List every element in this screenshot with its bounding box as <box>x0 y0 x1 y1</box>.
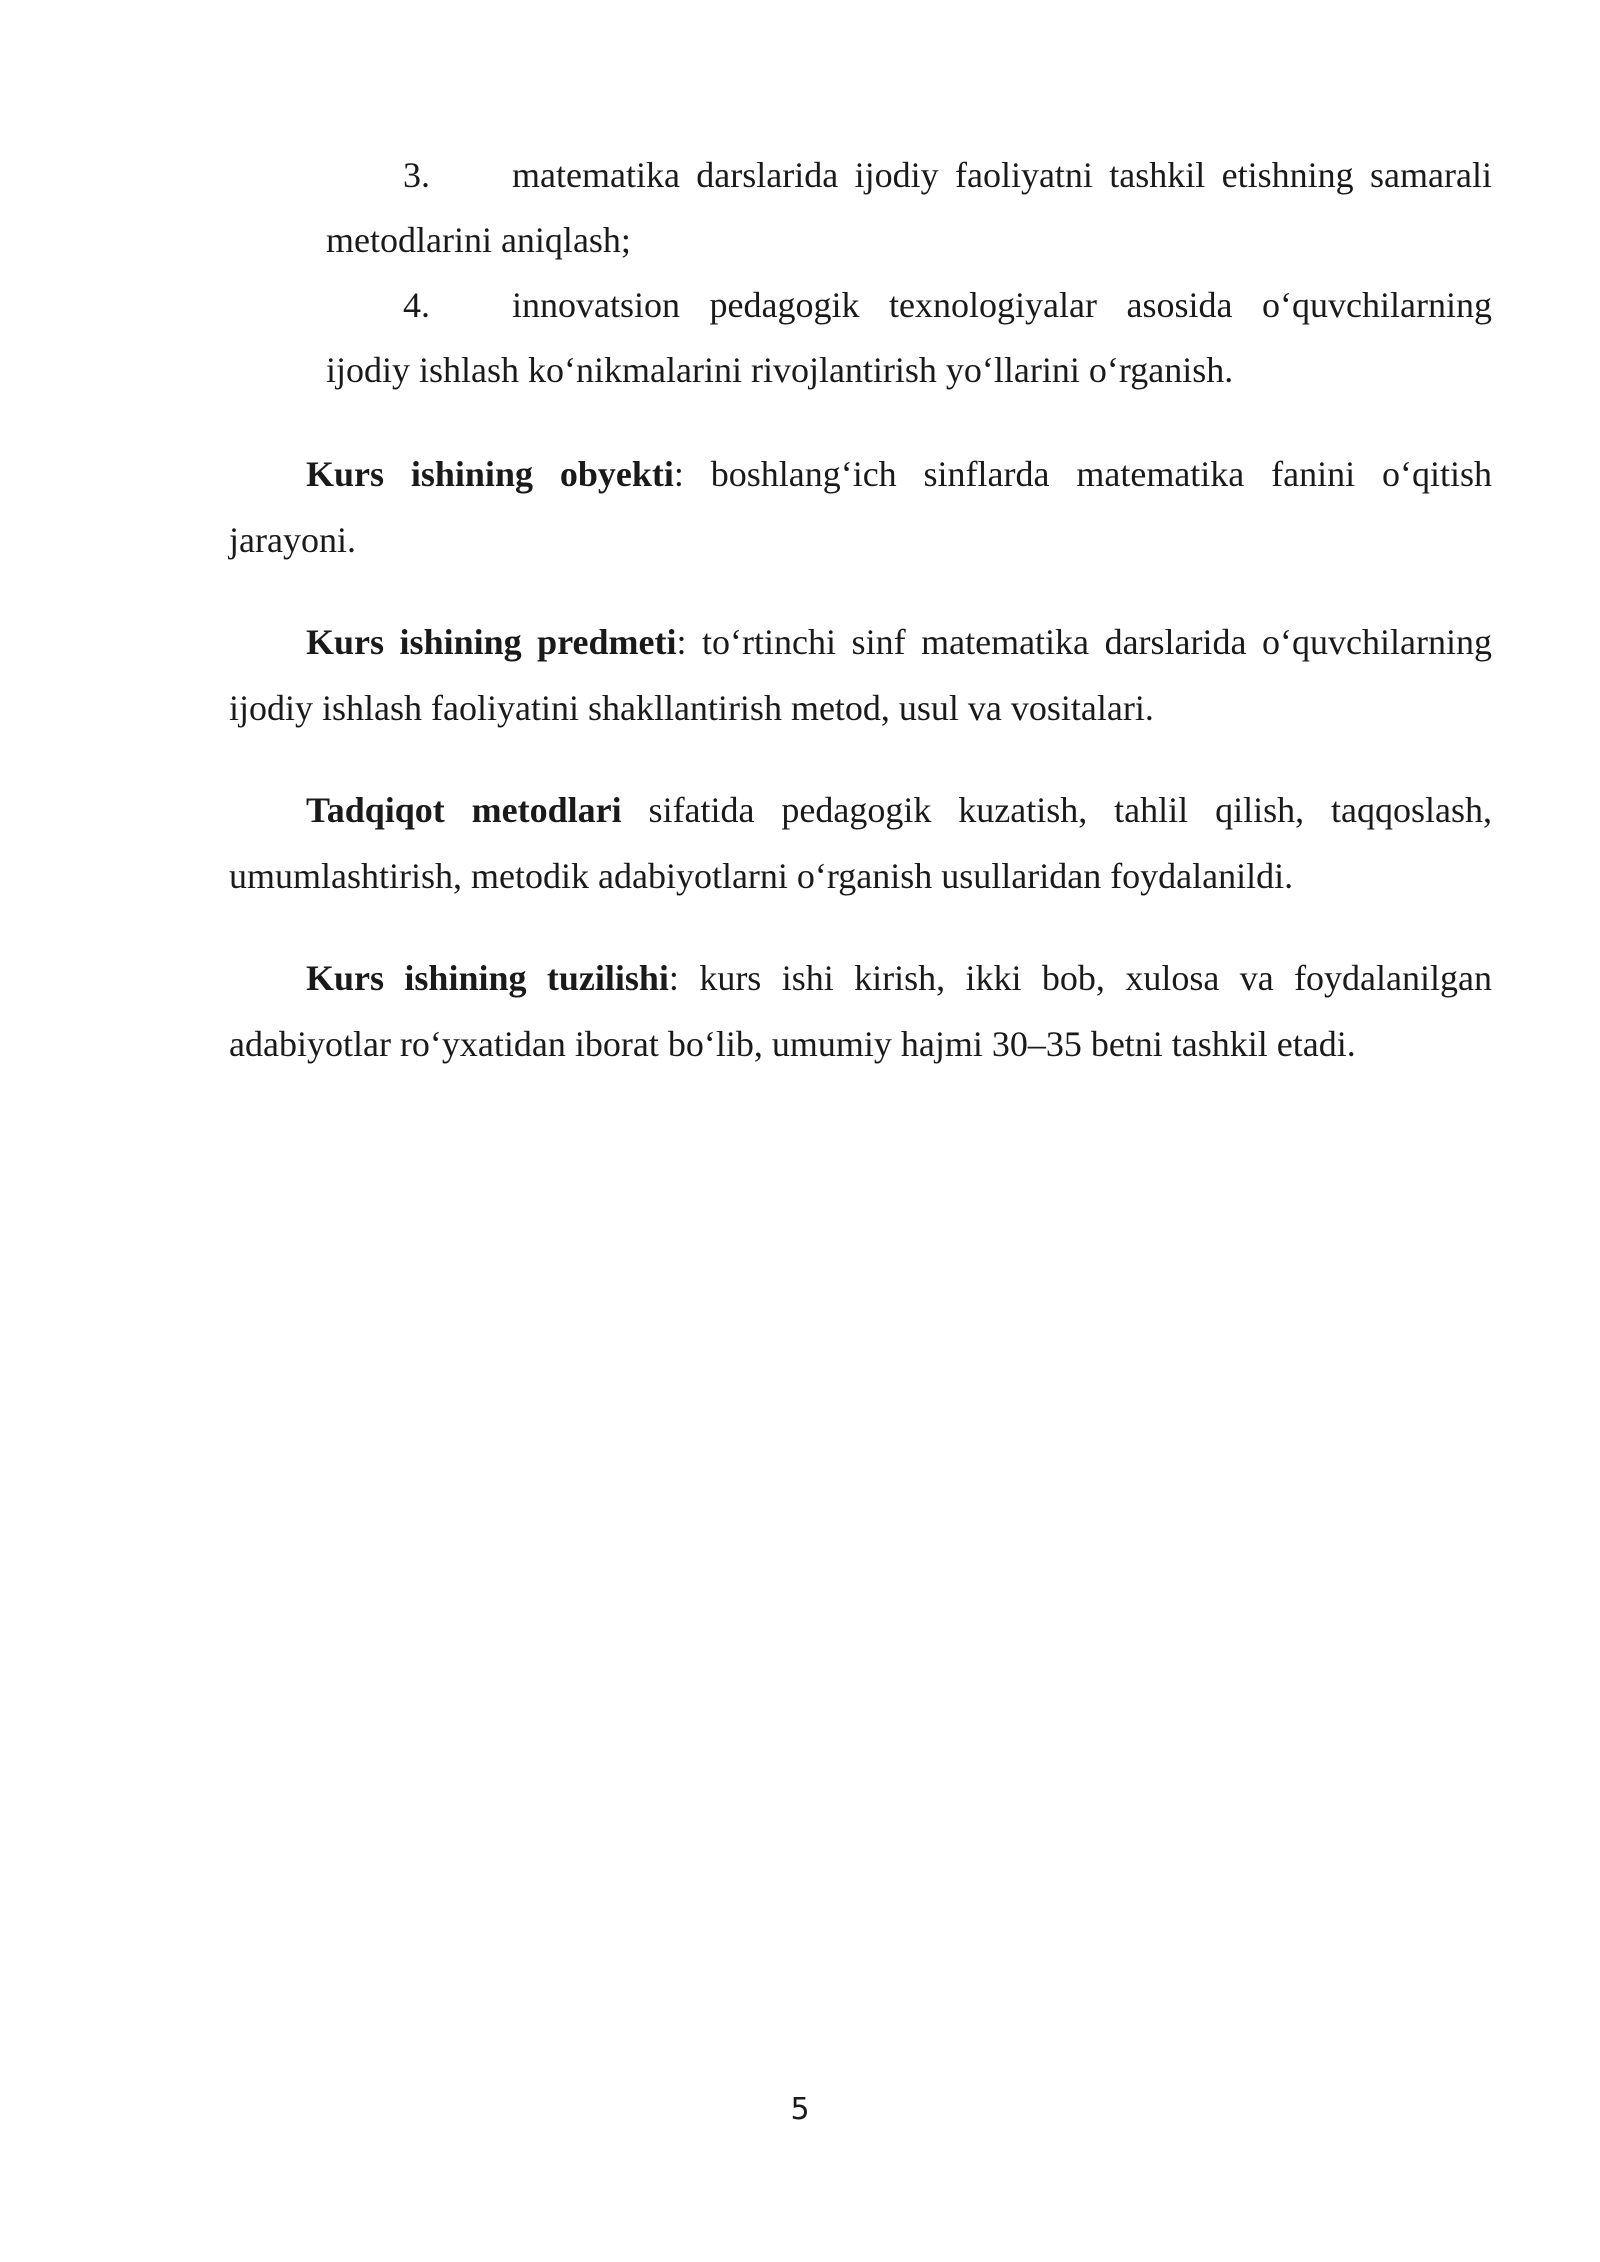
list-item-continuation: ijodiy ishlash ko‘nikmalarini rivojlantirish yo‘llarini o‘rganish. <box>326 350 1234 390</box>
paragraph-heading: Kurs ishining tuzilishi <box>306 958 669 998</box>
paragraph-text: : boshlang‘ich sinflarda matematika fanini o‘qitish jarayoni. <box>229 454 1492 560</box>
paragraph-text: sifatida pedagogik kuzatish, tahlil qilish, taqqoslash, umumlashtirish, metodik adabiyotlarni o‘rganish usullaridan foydalanildi. <box>229 790 1492 896</box>
list-item-continuation: metodlarini aniqlash; <box>326 220 631 260</box>
paragraph-text: : to‘rtinchi sinf matematika darslarida o‘quvchilarning ijodiy ishlash faoliyatini shakllantirish metod, usul va vositalari. <box>229 622 1492 728</box>
paragraph-structure <box>229 945 1492 1077</box>
paragraph-object <box>229 441 1492 573</box>
list-item-number: 4. <box>403 285 430 325</box>
paragraph-text: : kurs ishi kirish, ikki bob, xulosa va foydalanilgan adabiyotlar ro‘yxatidan iborat bo‘lib, umumiy hajmi 30–35 betni tashkil etadi. <box>229 958 1493 1064</box>
paragraph-heading: Kurs ishining obyekti <box>306 454 674 494</box>
paragraph-heading: Tadqiqot metodlari <box>306 790 622 830</box>
paragraph-subject <box>229 609 1492 741</box>
list-item-number: 3. <box>403 155 430 195</box>
paragraph-methods <box>229 777 1492 909</box>
paragraph-heading: Kurs ishining predmeti <box>306 622 677 662</box>
page-number: 5 <box>790 2092 810 2127</box>
list-item <box>326 273 1492 403</box>
list-item <box>326 143 1492 273</box>
list-item-text: innovatsion pedagogik texnologiyalar asosida o‘quvchilarning <box>512 285 1492 325</box>
list-item-text: matematika darslarida ijodiy faoliyatni tashkil etishning samarali <box>512 155 1492 195</box>
